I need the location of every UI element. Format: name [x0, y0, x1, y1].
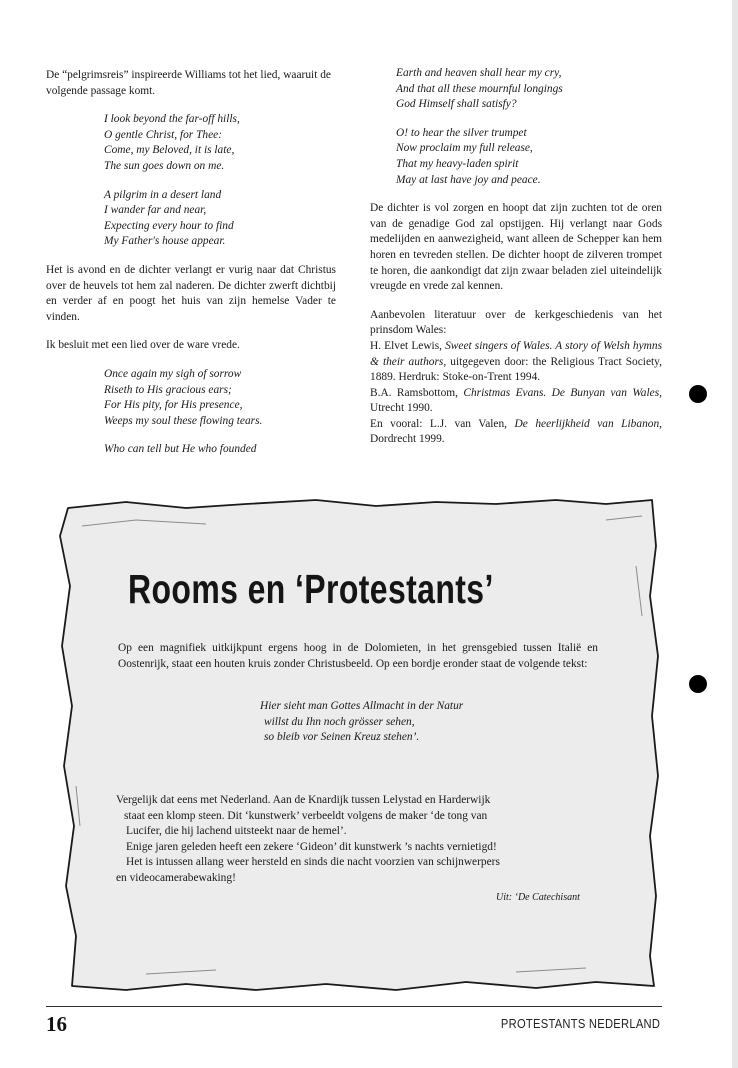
poem-line: Now proclaim my full release,	[396, 142, 533, 155]
footer-rule	[46, 1006, 662, 1007]
poem-stanza-1	[46, 112, 336, 174]
body-line: Enige jaren geleden heeft een zekere ‘Gideon’ dit kunstwerk ’s nachts vernietigd!	[126, 840, 497, 853]
poem-line: Weeps my soul these flowing tears.	[104, 414, 263, 427]
body-line: Vergelijk dat eens met Nederland. Aan de Knardijk tussen Lelystad en Harderwijk	[116, 794, 491, 806]
body-line: en videocamerabewaking!	[116, 871, 236, 884]
margin-bullet-dot	[689, 675, 707, 693]
quote-line: willst du Ihn noch grösser sehen,	[264, 715, 415, 728]
body-line: staat een klomp steen. Dit ‘kunstwerk’ verbeeldt volgens de maker ‘de tong van	[124, 809, 488, 822]
quote-line: Hier sieht man Gottes Allmacht in der Natur	[260, 700, 464, 712]
poem-line: O gentle Christ, for Thee:	[104, 128, 223, 141]
body-line: Lucifer, die hij lachend uitsteekt naar de hemel’.	[126, 825, 347, 838]
poem-stanza-4-start	[46, 442, 336, 458]
left-intro: De “pelgrimsreis” inspireerde Williams tot het lied, waaruit de volgende passage komt.	[46, 69, 331, 97]
page-edge	[732, 0, 738, 1068]
lit-rest: uitgegeven door: the Religious Tract Society, 1889. Herdruk: Stoke-on-Trent 1994.	[370, 355, 662, 384]
literature-list	[370, 308, 662, 448]
literature-item	[370, 417, 662, 448]
poem-line: For His pity, for His presence,	[104, 399, 243, 412]
poem-line: That my heavy-laden spirit	[396, 157, 519, 170]
left-paragraph-2: Ik besluit met een lied over de ware vrede.	[46, 339, 240, 352]
poem-line: God Himself shall satisfy?	[396, 98, 517, 111]
lit-title: Christmas Evans. De Bunyan van Wales,	[463, 386, 662, 399]
poem-stanza-3	[46, 367, 336, 429]
lit-title: De heerlijkheid van Libanon,	[514, 417, 663, 430]
poem-line: Once again my sigh of sorrow	[104, 367, 242, 380]
box-title: Rooms en ‘Protestants’	[128, 566, 494, 612]
lit-rest: Utrecht 1990.	[370, 402, 433, 415]
torn-paper-frame	[46, 486, 664, 1006]
poem-line: A pilgrim in a desert land	[104, 188, 222, 201]
box-intro: Op een magnifiek uitkijkpunt ergens hoog in de Dolomieten, in het grensgebied tussen Italië en Oostenrijk, staat een houten kruis zonder Christusbeeld. Op een bordje eronder staat de volgende tekst:	[118, 642, 598, 670]
left-paragraph-1: Het is avond en de dichter verlangt er vurig naar dat Christus over de heuvels tot hem zal naderen. De dichter zwerft dichtbij en verder af en poogt het huis van zijn hemelse Vader te vinden.	[46, 263, 336, 323]
box-quote	[260, 699, 463, 746]
lit-author: H. Elvet Lewis,	[370, 339, 446, 352]
poem-stanza-4-end	[370, 66, 662, 113]
torn-paper-box	[46, 486, 664, 1006]
poem-line: Come, my Beloved, it is late,	[104, 144, 235, 157]
left-column	[46, 68, 336, 471]
poem-line: Who can tell but He who founded	[104, 443, 257, 456]
poem-line: I wander far and near,	[104, 204, 207, 217]
margin-bullet-dot	[689, 385, 707, 403]
poem-line: Earth and heaven shall hear my cry,	[396, 67, 562, 79]
poem-stanza-5	[370, 126, 662, 188]
right-paragraph-1: De dichter is vol zorgen en hoopt dat zijn zuchten tot de oren van de genadige God zal opstijgen. Hij verlangt naar Gods medelijden en aanwezigheid, want alleen de Schepper kan hem horen en tevreden stellen. De dichter hoopt de zilveren trompet te horen, die aankondigt dat zijn zwaar beladen ziel uiteindelijk vreugde en vrede zal kennen.	[370, 202, 662, 293]
lit-title: Sweet singers of Wales. A story of Welsh hymns & their authors,	[370, 339, 662, 368]
right-column	[370, 66, 662, 448]
poem-line: May at last have joy and peace.	[396, 173, 541, 186]
poem-stanza-2	[46, 188, 336, 250]
literature-item	[370, 339, 662, 386]
poem-line: And that all these mournful longings	[396, 82, 563, 95]
literature-item	[370, 386, 662, 417]
lit-rest: Dordrecht 1999.	[370, 433, 445, 446]
publication-name: PROTESTANTS NEDERLAND	[500, 1016, 660, 1031]
box-credit: Uit: ‘De Catechisant	[496, 892, 580, 903]
literature-heading: Aanbevolen literatuur over de kerkgeschiedenis van het prinsdom Wales:	[370, 308, 662, 337]
lit-author: En vooral: L.J. van Valen,	[370, 417, 515, 430]
lit-author: B.A. Ramsbottom,	[370, 386, 464, 399]
poem-line: The sun goes down on me.	[104, 159, 225, 172]
page-number: 16	[46, 1012, 67, 1036]
poem-line: My Father's house appear.	[104, 235, 226, 248]
quote-line: so bleib vor Seinen Kreuz stehen’.	[264, 731, 420, 744]
poem-line: Expecting every hour to find	[104, 219, 234, 232]
box-body	[116, 793, 596, 887]
poem-line: I look beyond the far-off hills,	[104, 113, 240, 126]
poem-line: O! to hear the silver trumpet	[396, 126, 527, 139]
body-line: Het is intussen allang weer hersteld en sinds die nacht voorzien van schijnwerpers	[126, 856, 500, 869]
poem-line: Riseth to His gracious ears;	[104, 383, 232, 396]
